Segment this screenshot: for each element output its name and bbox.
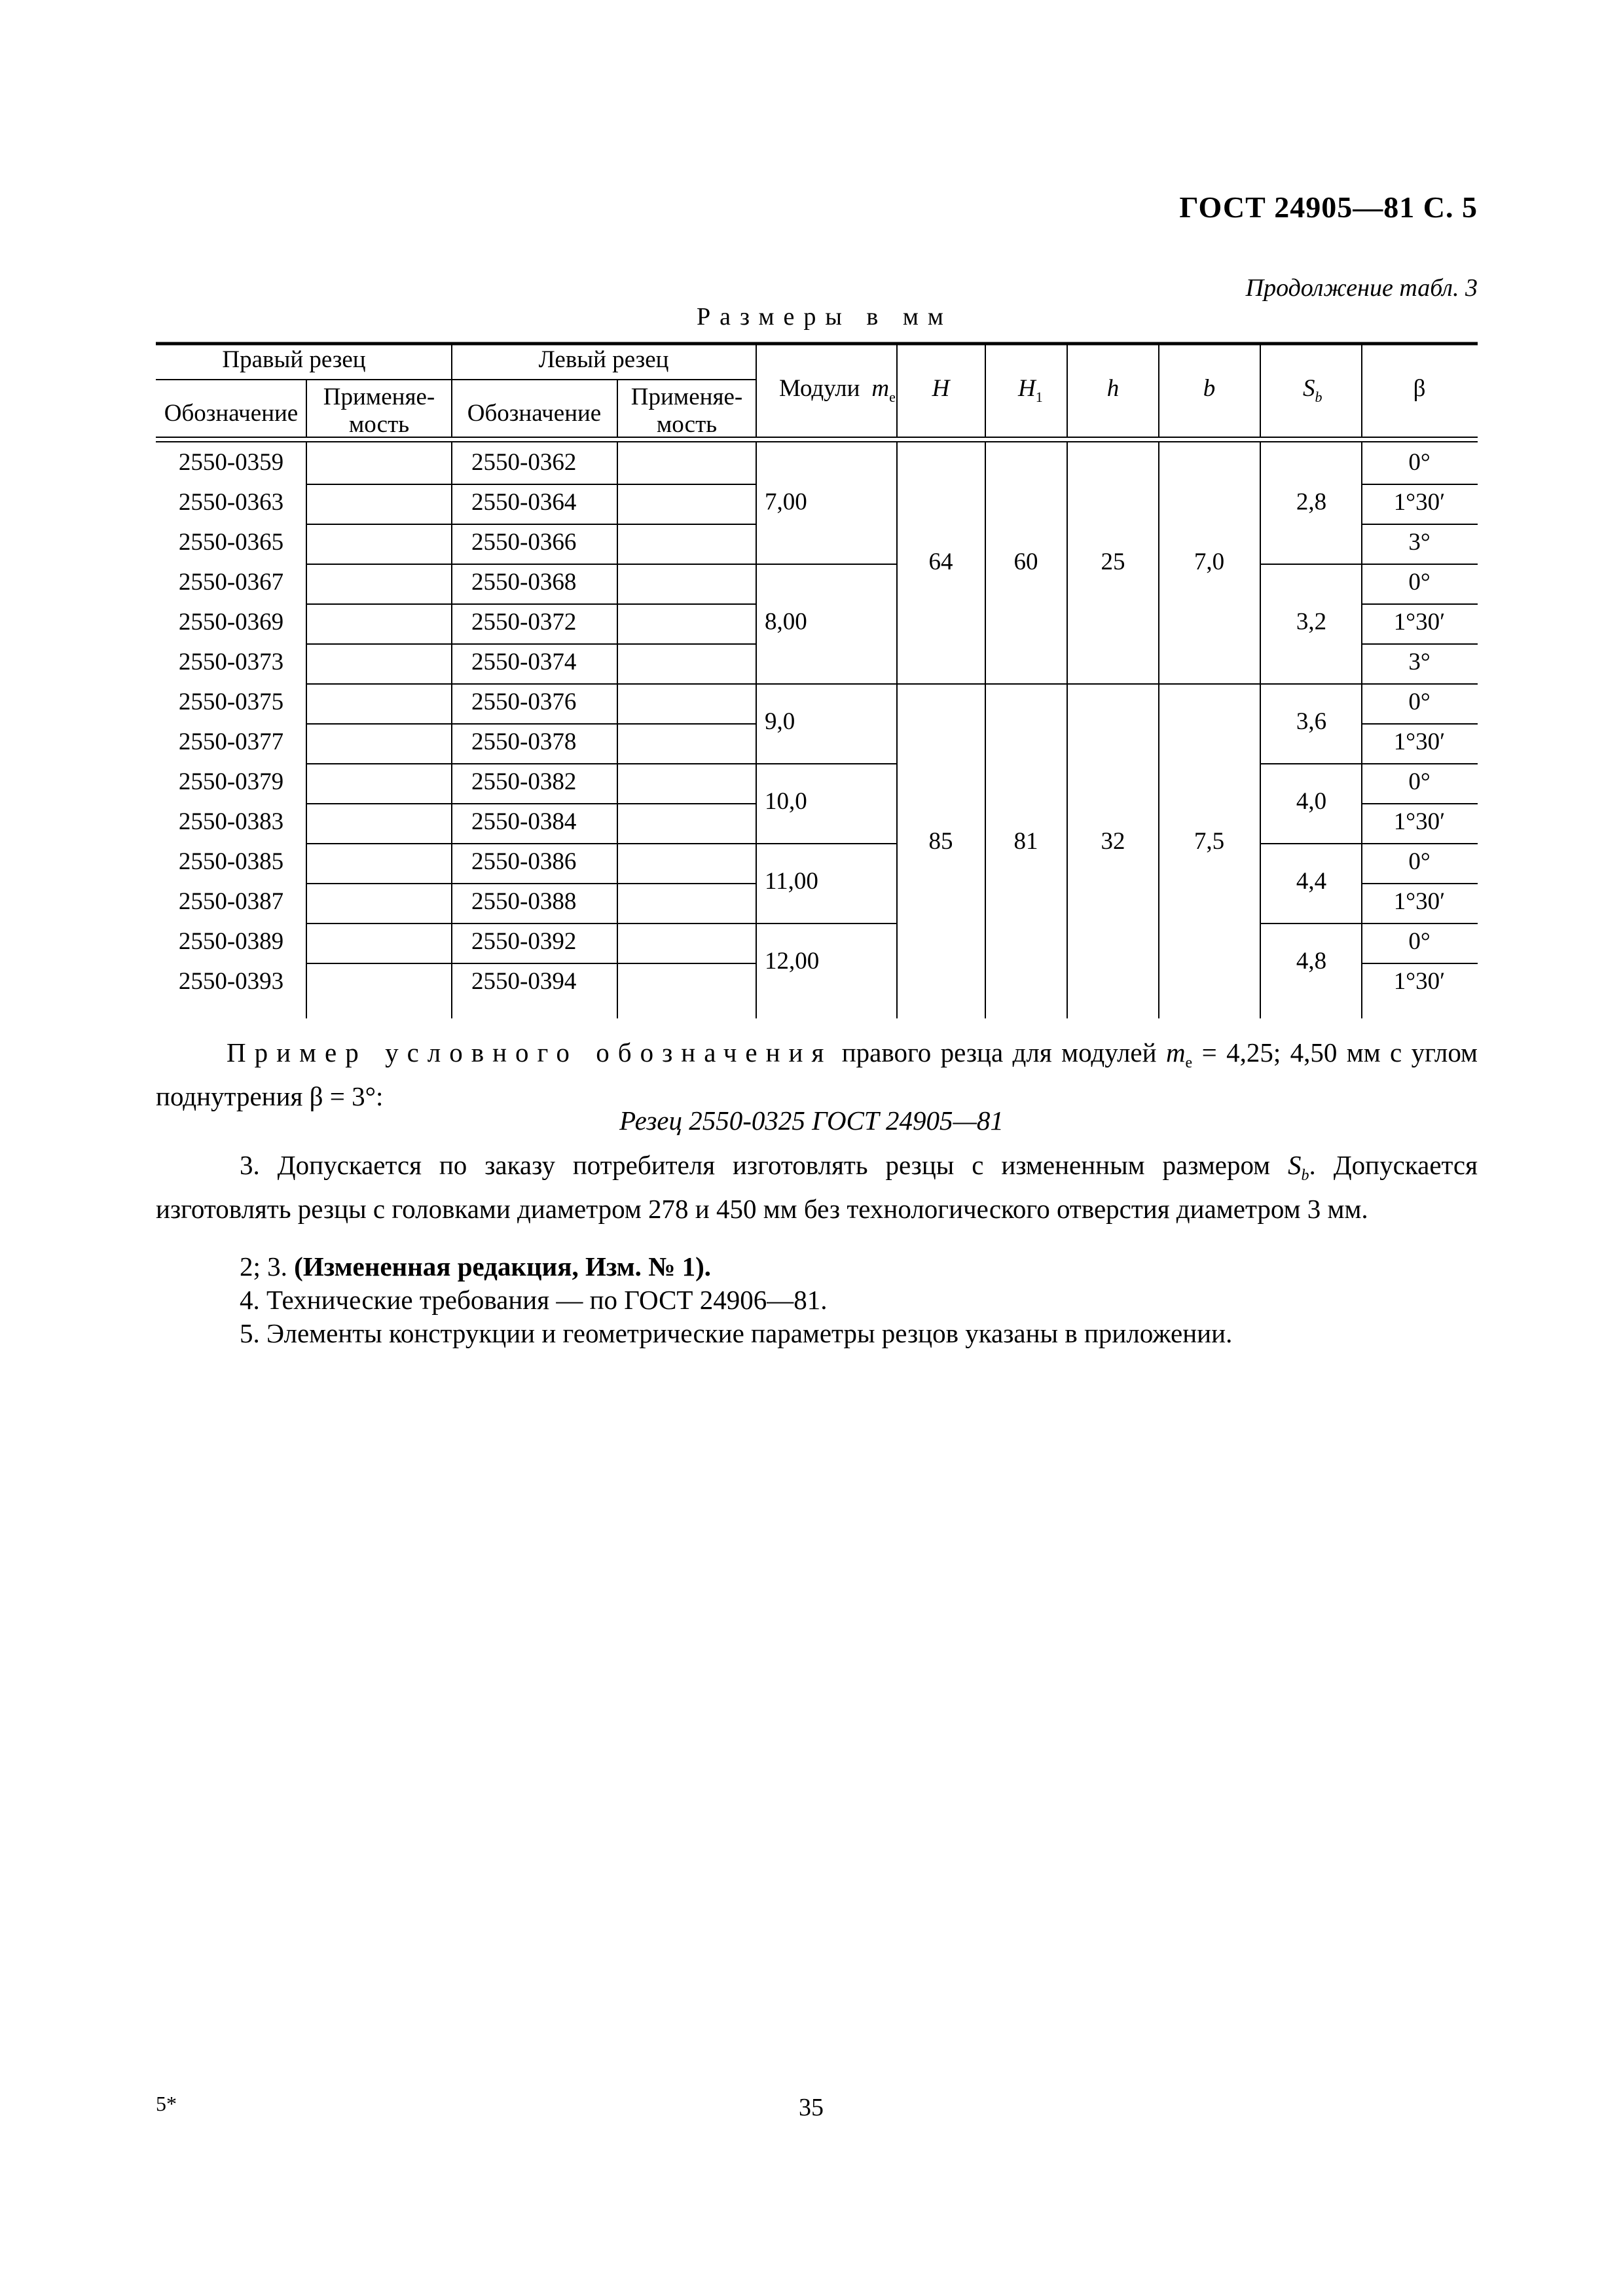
header-H1: $H_1$: [1018, 375, 1043, 405]
module-cell: 8,00: [765, 608, 807, 636]
beta-cell: 0°: [1408, 848, 1431, 875]
header-beta: β: [1413, 375, 1426, 402]
sb-cell: 2,8: [1296, 488, 1327, 516]
beta-cell: 1°30′: [1393, 888, 1446, 915]
module-cell: 7,00: [765, 488, 807, 516]
left-designation-cell: 2550-0364: [471, 489, 577, 516]
beta-cell: 3°: [1408, 529, 1431, 556]
H1-cell: 81: [1013, 828, 1038, 855]
header-applicability-right-1: Применяе-: [323, 384, 435, 410]
table-continuation-label: Продолжение табл. 3: [1245, 274, 1478, 302]
left-designation-cell: 2550-0382: [471, 768, 577, 795]
paragraph-5: 5. Элементы конструкции и геометрические параметры резцов указаны в приложении.: [240, 1318, 1233, 1348]
left-designation-cell: 2550-0362: [471, 449, 577, 476]
right-designation-cell: 2550-0383: [178, 808, 284, 835]
right-designation-cell: 2550-0373: [178, 649, 284, 675]
H-cell: 64: [928, 548, 953, 575]
left-designation-cell: 2550-0388: [471, 888, 577, 915]
header-applicability-left-1: Применяе-: [630, 384, 743, 410]
right-designation-cell: 2550-0365: [178, 529, 284, 556]
left-designation-cell: 2550-0378: [471, 728, 577, 755]
h-cell: 32: [1101, 828, 1125, 855]
header-h: h: [1106, 375, 1120, 402]
footer-mark: 5*: [156, 2092, 177, 2115]
left-designation-cell: 2550-0394: [471, 968, 577, 995]
module-cell: 11,00: [765, 868, 818, 895]
header-right-cutter: Правый резец: [222, 346, 366, 373]
sb-cell: 3,6: [1296, 708, 1327, 735]
right-designation-cell: 2550-0377: [178, 728, 284, 755]
sb-cell: 4,4: [1296, 868, 1327, 895]
example-designation: Резец 2550-0325 ГОСТ 24905—81: [619, 1105, 1004, 1136]
module-cell: 9,0: [765, 708, 795, 735]
right-designation-cell: 2550-0379: [178, 768, 284, 795]
header-Sb: $S_b$: [1303, 375, 1322, 405]
beta-cell: 0°: [1408, 449, 1431, 476]
right-designation-cell: 2550-0367: [178, 569, 284, 596]
header-applicability-left-2: мость: [656, 411, 718, 438]
beta-cell: 1°30′: [1393, 489, 1446, 516]
beta-cell: 0°: [1408, 928, 1431, 955]
left-designation-cell: 2550-0376: [471, 689, 577, 715]
beta-cell: 3°: [1408, 649, 1431, 675]
right-designation-cell: 2550-0363: [178, 489, 284, 516]
right-designation-cell: 2550-0387: [178, 888, 284, 915]
module-cell: 12,00: [765, 948, 820, 975]
H-cell: 85: [928, 828, 953, 855]
header-designation-right: Обозначение: [164, 400, 299, 427]
beta-cell: 1°30′: [1393, 728, 1446, 755]
left-designation-cell: 2550-0384: [471, 808, 577, 835]
right-designation-cell: 2550-0385: [178, 848, 284, 875]
header-b: b: [1203, 375, 1216, 402]
right-designation-cell: 2550-0375: [178, 689, 284, 715]
right-designation-cell: 2550-0359: [178, 449, 284, 476]
left-designation-cell: 2550-0366: [471, 529, 577, 556]
left-designation-cell: 2550-0372: [471, 609, 577, 636]
paragraph-4: 4. Технические требования — по ГОСТ 24906—81.: [240, 1285, 828, 1315]
header-applicability-right-2: мость: [348, 411, 410, 438]
right-designation-cell: 2550-0389: [178, 928, 284, 955]
beta-cell: 0°: [1408, 569, 1431, 596]
left-designation-cell: 2550-0368: [471, 569, 577, 596]
header-left-cutter: Левый резец: [538, 346, 669, 373]
page-number: 35: [799, 2094, 824, 2121]
H1-cell: 60: [1013, 548, 1038, 575]
b-cell: 7,5: [1194, 828, 1225, 855]
right-designation-cell: 2550-0393: [178, 968, 284, 995]
sb-cell: 4,0: [1296, 788, 1327, 815]
beta-cell: 0°: [1408, 689, 1431, 715]
page-header: ГОСТ 24905—81 С. 5: [1179, 190, 1478, 224]
sb-cell: 4,8: [1296, 948, 1327, 975]
dimensions-table: [0, 0, 1623, 1047]
b-cell: 7,0: [1194, 548, 1225, 575]
example-paragraph: Пример условного обозначения правого резца для модулей $m_e = 4,25$; 4,50 мм с углом поднутрения β = 3°:: [156, 1037, 1478, 1112]
table-units-label: Размеры в мм: [697, 303, 953, 331]
beta-cell: 0°: [1408, 768, 1431, 795]
header-H: H: [932, 375, 950, 402]
beta-cell: 1°30′: [1393, 609, 1446, 636]
module-cell: 10,0: [765, 788, 807, 815]
header-modules: Модули $m_e$: [779, 375, 896, 405]
right-designation-cell: 2550-0369: [178, 609, 284, 636]
beta-cell: 1°30′: [1393, 808, 1446, 835]
left-designation-cell: 2550-0374: [471, 649, 577, 675]
left-designation-cell: 2550-0386: [471, 848, 577, 875]
sb-cell: 3,2: [1296, 608, 1327, 636]
amendment-note: 2; 3. (Измененная редакция, Изм. № 1).: [240, 1251, 712, 1282]
h-cell: 25: [1101, 548, 1125, 575]
paragraph-3: 3. Допускается по заказу потребителя изготовлять резцы с измененным размером $S_b$. Допускается изготовлять резцы с головками диаметром 278 и 450 мм без технологического отверстия диаметром 3 мм.: [156, 1150, 1478, 1225]
beta-cell: 1°30′: [1393, 968, 1446, 995]
header-designation-left: Обозначение: [467, 400, 602, 427]
left-designation-cell: 2550-0392: [471, 928, 577, 955]
